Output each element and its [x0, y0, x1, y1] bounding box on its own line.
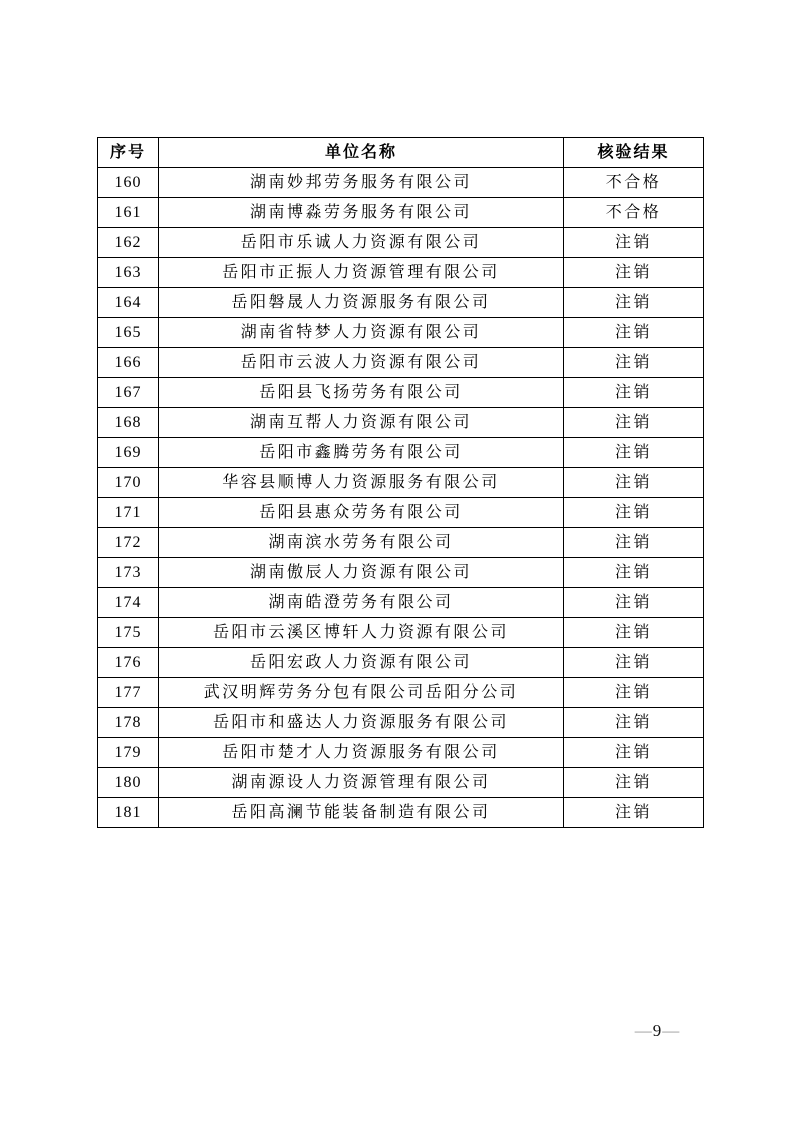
row-serial-number: 160 — [98, 168, 159, 198]
row-verification-result: 不合格 — [564, 168, 704, 198]
table-row — [98, 738, 704, 768]
row-unit-name: 湖南妙邦劳务服务有限公司 — [159, 168, 564, 198]
row-unit-name: 岳阳市正振人力资源管理有限公司 — [159, 258, 564, 288]
row-verification-result: 注销 — [564, 618, 704, 648]
row-serial-number: 173 — [98, 558, 159, 588]
row-serial-number: 168 — [98, 408, 159, 438]
row-unit-name: 岳阳市云溪区博轩人力资源有限公司 — [159, 618, 564, 648]
row-unit-name: 华容县顺博人力资源服务有限公司 — [159, 468, 564, 498]
table-row — [98, 258, 704, 288]
table-row — [98, 228, 704, 258]
row-serial-number: 169 — [98, 438, 159, 468]
page-number-value: 9 — [652, 1021, 662, 1040]
row-serial-number: 170 — [98, 468, 159, 498]
row-verification-result: 注销 — [564, 738, 704, 768]
row-unit-name: 湖南傲辰人力资源有限公司 — [159, 558, 564, 588]
header-unit-name: 单位名称 — [159, 138, 564, 168]
row-unit-name: 岳阳市鑫腾劳务有限公司 — [159, 438, 564, 468]
row-serial-number: 165 — [98, 318, 159, 348]
row-verification-result: 注销 — [564, 768, 704, 798]
table-header-row — [98, 138, 704, 168]
table-row — [98, 168, 704, 198]
row-serial-number: 172 — [98, 528, 159, 558]
row-unit-name: 湖南源设人力资源管理有限公司 — [159, 768, 564, 798]
row-unit-name: 武汉明辉劳务分包有限公司岳阳分公司 — [159, 678, 564, 708]
row-serial-number: 167 — [98, 378, 159, 408]
row-unit-name: 岳阳高澜节能装备制造有限公司 — [159, 798, 564, 828]
row-serial-number: 161 — [98, 198, 159, 228]
table-row — [98, 438, 704, 468]
row-verification-result: 注销 — [564, 348, 704, 378]
row-serial-number: 181 — [98, 798, 159, 828]
row-unit-name: 岳阳市楚才人力资源服务有限公司 — [159, 738, 564, 768]
table-row — [98, 468, 704, 498]
row-verification-result: 注销 — [564, 258, 704, 288]
table-row — [98, 408, 704, 438]
row-verification-result: 注销 — [564, 468, 704, 498]
row-unit-name: 岳阳市云波人力资源有限公司 — [159, 348, 564, 378]
table-row — [98, 648, 704, 678]
row-unit-name: 岳阳市乐诚人力资源有限公司 — [159, 228, 564, 258]
table-row — [98, 348, 704, 378]
verification-result-table — [97, 137, 704, 828]
row-unit-name: 岳阳宏政人力资源有限公司 — [159, 648, 564, 678]
row-verification-result: 注销 — [564, 678, 704, 708]
table-row — [98, 528, 704, 558]
row-verification-result: 注销 — [564, 408, 704, 438]
row-verification-result: 注销 — [564, 648, 704, 678]
row-serial-number: 177 — [98, 678, 159, 708]
row-verification-result: 注销 — [564, 588, 704, 618]
row-serial-number: 175 — [98, 618, 159, 648]
row-verification-result: 注销 — [564, 558, 704, 588]
row-unit-name: 岳阳市和盛达人力资源服务有限公司 — [159, 708, 564, 738]
table-body — [98, 168, 704, 828]
row-verification-result: 注销 — [564, 378, 704, 408]
row-verification-result: 不合格 — [564, 198, 704, 228]
row-unit-name: 湖南互帮人力资源有限公司 — [159, 408, 564, 438]
table-row — [98, 288, 704, 318]
row-serial-number: 174 — [98, 588, 159, 618]
row-verification-result: 注销 — [564, 708, 704, 738]
table-row — [98, 198, 704, 228]
row-verification-result: 注销 — [564, 798, 704, 828]
table-row — [98, 498, 704, 528]
row-unit-name: 岳阳县惠众劳务有限公司 — [159, 498, 564, 528]
table-row — [98, 588, 704, 618]
row-serial-number: 179 — [98, 738, 159, 768]
page-number-right-dash: — — [662, 1021, 680, 1040]
row-unit-name: 湖南省特梦人力资源有限公司 — [159, 318, 564, 348]
table-row — [98, 618, 704, 648]
row-verification-result: 注销 — [564, 228, 704, 258]
row-serial-number: 176 — [98, 648, 159, 678]
header-serial-number: 序号 — [98, 138, 159, 168]
table-row — [98, 318, 704, 348]
page-number-left-dash: — — [634, 1021, 652, 1040]
page-number — [622, 1020, 692, 1042]
row-serial-number: 164 — [98, 288, 159, 318]
table-row — [98, 378, 704, 408]
row-verification-result: 注销 — [564, 288, 704, 318]
row-serial-number: 171 — [98, 498, 159, 528]
row-serial-number: 178 — [98, 708, 159, 738]
row-serial-number: 180 — [98, 768, 159, 798]
table-row — [98, 798, 704, 828]
row-serial-number: 162 — [98, 228, 159, 258]
row-unit-name: 湖南皓澄劳务有限公司 — [159, 588, 564, 618]
row-verification-result: 注销 — [564, 528, 704, 558]
row-verification-result: 注销 — [564, 318, 704, 348]
header-verification-result: 核验结果 — [564, 138, 704, 168]
row-unit-name: 湖南滨水劳务有限公司 — [159, 528, 564, 558]
table-row — [98, 558, 704, 588]
row-serial-number: 166 — [98, 348, 159, 378]
table-row — [98, 708, 704, 738]
row-verification-result: 注销 — [564, 438, 704, 468]
row-serial-number: 163 — [98, 258, 159, 288]
row-unit-name: 岳阳磐晟人力资源服务有限公司 — [159, 288, 564, 318]
row-verification-result: 注销 — [564, 498, 704, 528]
row-unit-name: 岳阳县飞扬劳务有限公司 — [159, 378, 564, 408]
table-row — [98, 768, 704, 798]
table-row — [98, 678, 704, 708]
row-unit-name: 湖南博淼劳务服务有限公司 — [159, 198, 564, 228]
